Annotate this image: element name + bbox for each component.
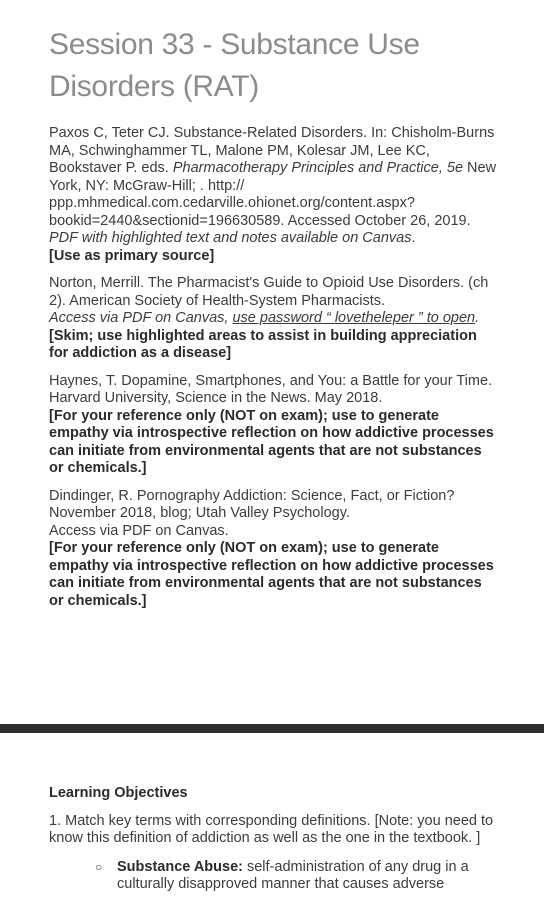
objective-item: 1. Match key terms with corresponding definitions. [Note: you need to know this definition of addiction as well as the one in the textbook. ] — [49, 812, 494, 846]
reference-access-note — [49, 310, 499, 363]
reference-norton — [49, 275, 499, 363]
reference-instruction: [For your reference only (NOT on exam); use to generate empathy via introspective reflection on how addictive processes can initiate from environmental agents that are not substances or chemicals.] — [49, 407, 494, 476]
page-divider — [0, 724, 544, 733]
reference-instruction: [Use as primary source] — [49, 247, 215, 264]
access-note-end: . — [475, 310, 480, 326]
password-link[interactable]: use password “ lovetheleper ” to open — [232, 310, 476, 326]
reference-dindinger — [49, 488, 499, 611]
term-definition: self-administration of any drug in a culturally disapproved manner that causes adverse — [117, 858, 469, 892]
learning-objectives-heading: Learning Objectives — [49, 785, 188, 801]
reference-haynes — [49, 373, 499, 478]
reference-instruction: [For your reference only (NOT on exam); use to generate empathy via introspective reflection on how addictive processes can initiate from environmental agents that are not substances or chemicals.] — [49, 540, 494, 609]
hollow-circle-bullet-icon: ○ — [95, 859, 103, 874]
term-label: Substance Abuse: — [117, 858, 243, 875]
objective-sub-item — [95, 858, 492, 893]
page-title: Session 33 - Substance Use Disorders (RAT) — [49, 28, 420, 103]
citation-book-title: Pharmacotherapy Principles and Practice, 5e — [172, 160, 464, 176]
reference-citation — [49, 125, 499, 230]
reference-access-note — [49, 230, 499, 248]
reference-list — [49, 125, 499, 620]
access-note-text: PDF with highlighted text and notes available on Canvas — [49, 230, 412, 246]
reference-instruction: [Skim; use highlighted areas to assist in building appreciation for addiction as a disease] — [49, 327, 477, 361]
access-note-end: . — [411, 230, 416, 246]
access-note-text: Access via PDF on Canvas, — [49, 310, 233, 326]
reference-citation: Haynes, T. Dopamine, Smartphones, and You: a Battle for your Time. Harvard University, Science in the News. May 2018. — [49, 372, 493, 406]
reference-citation: Norton, Merrill. The Pharmacist's Guide to Opioid Use Disorders. (ch 2). American Society of Health-System Pharmacists. — [49, 275, 489, 309]
reference-access-note: Access via PDF on Canvas. — [49, 522, 229, 539]
learning-objectives-section — [49, 785, 499, 893]
reference-paxos — [49, 125, 499, 265]
reference-citation: Dindinger, R. Pornography Addiction: Science, Fact, or Fiction? November 2018, blog; Utah Valley Psychology. — [49, 487, 455, 521]
citation-text: New York, NY: McGraw-Hill; . http:// ppp.mhmedical.com.cedarville.ohionet.org/content.aspx? bookid=2440&sectionid=196630589. Accessed October 26, 2019. — [49, 160, 497, 229]
citation-text: Paxos C, Teter CJ. Substance-Related Disorders. In: Chisholm-Burns MA, Schwinghammer TL, Malone PM, Kolesar JM, Lee KC, Bookstaver P. eds. — [49, 125, 495, 176]
